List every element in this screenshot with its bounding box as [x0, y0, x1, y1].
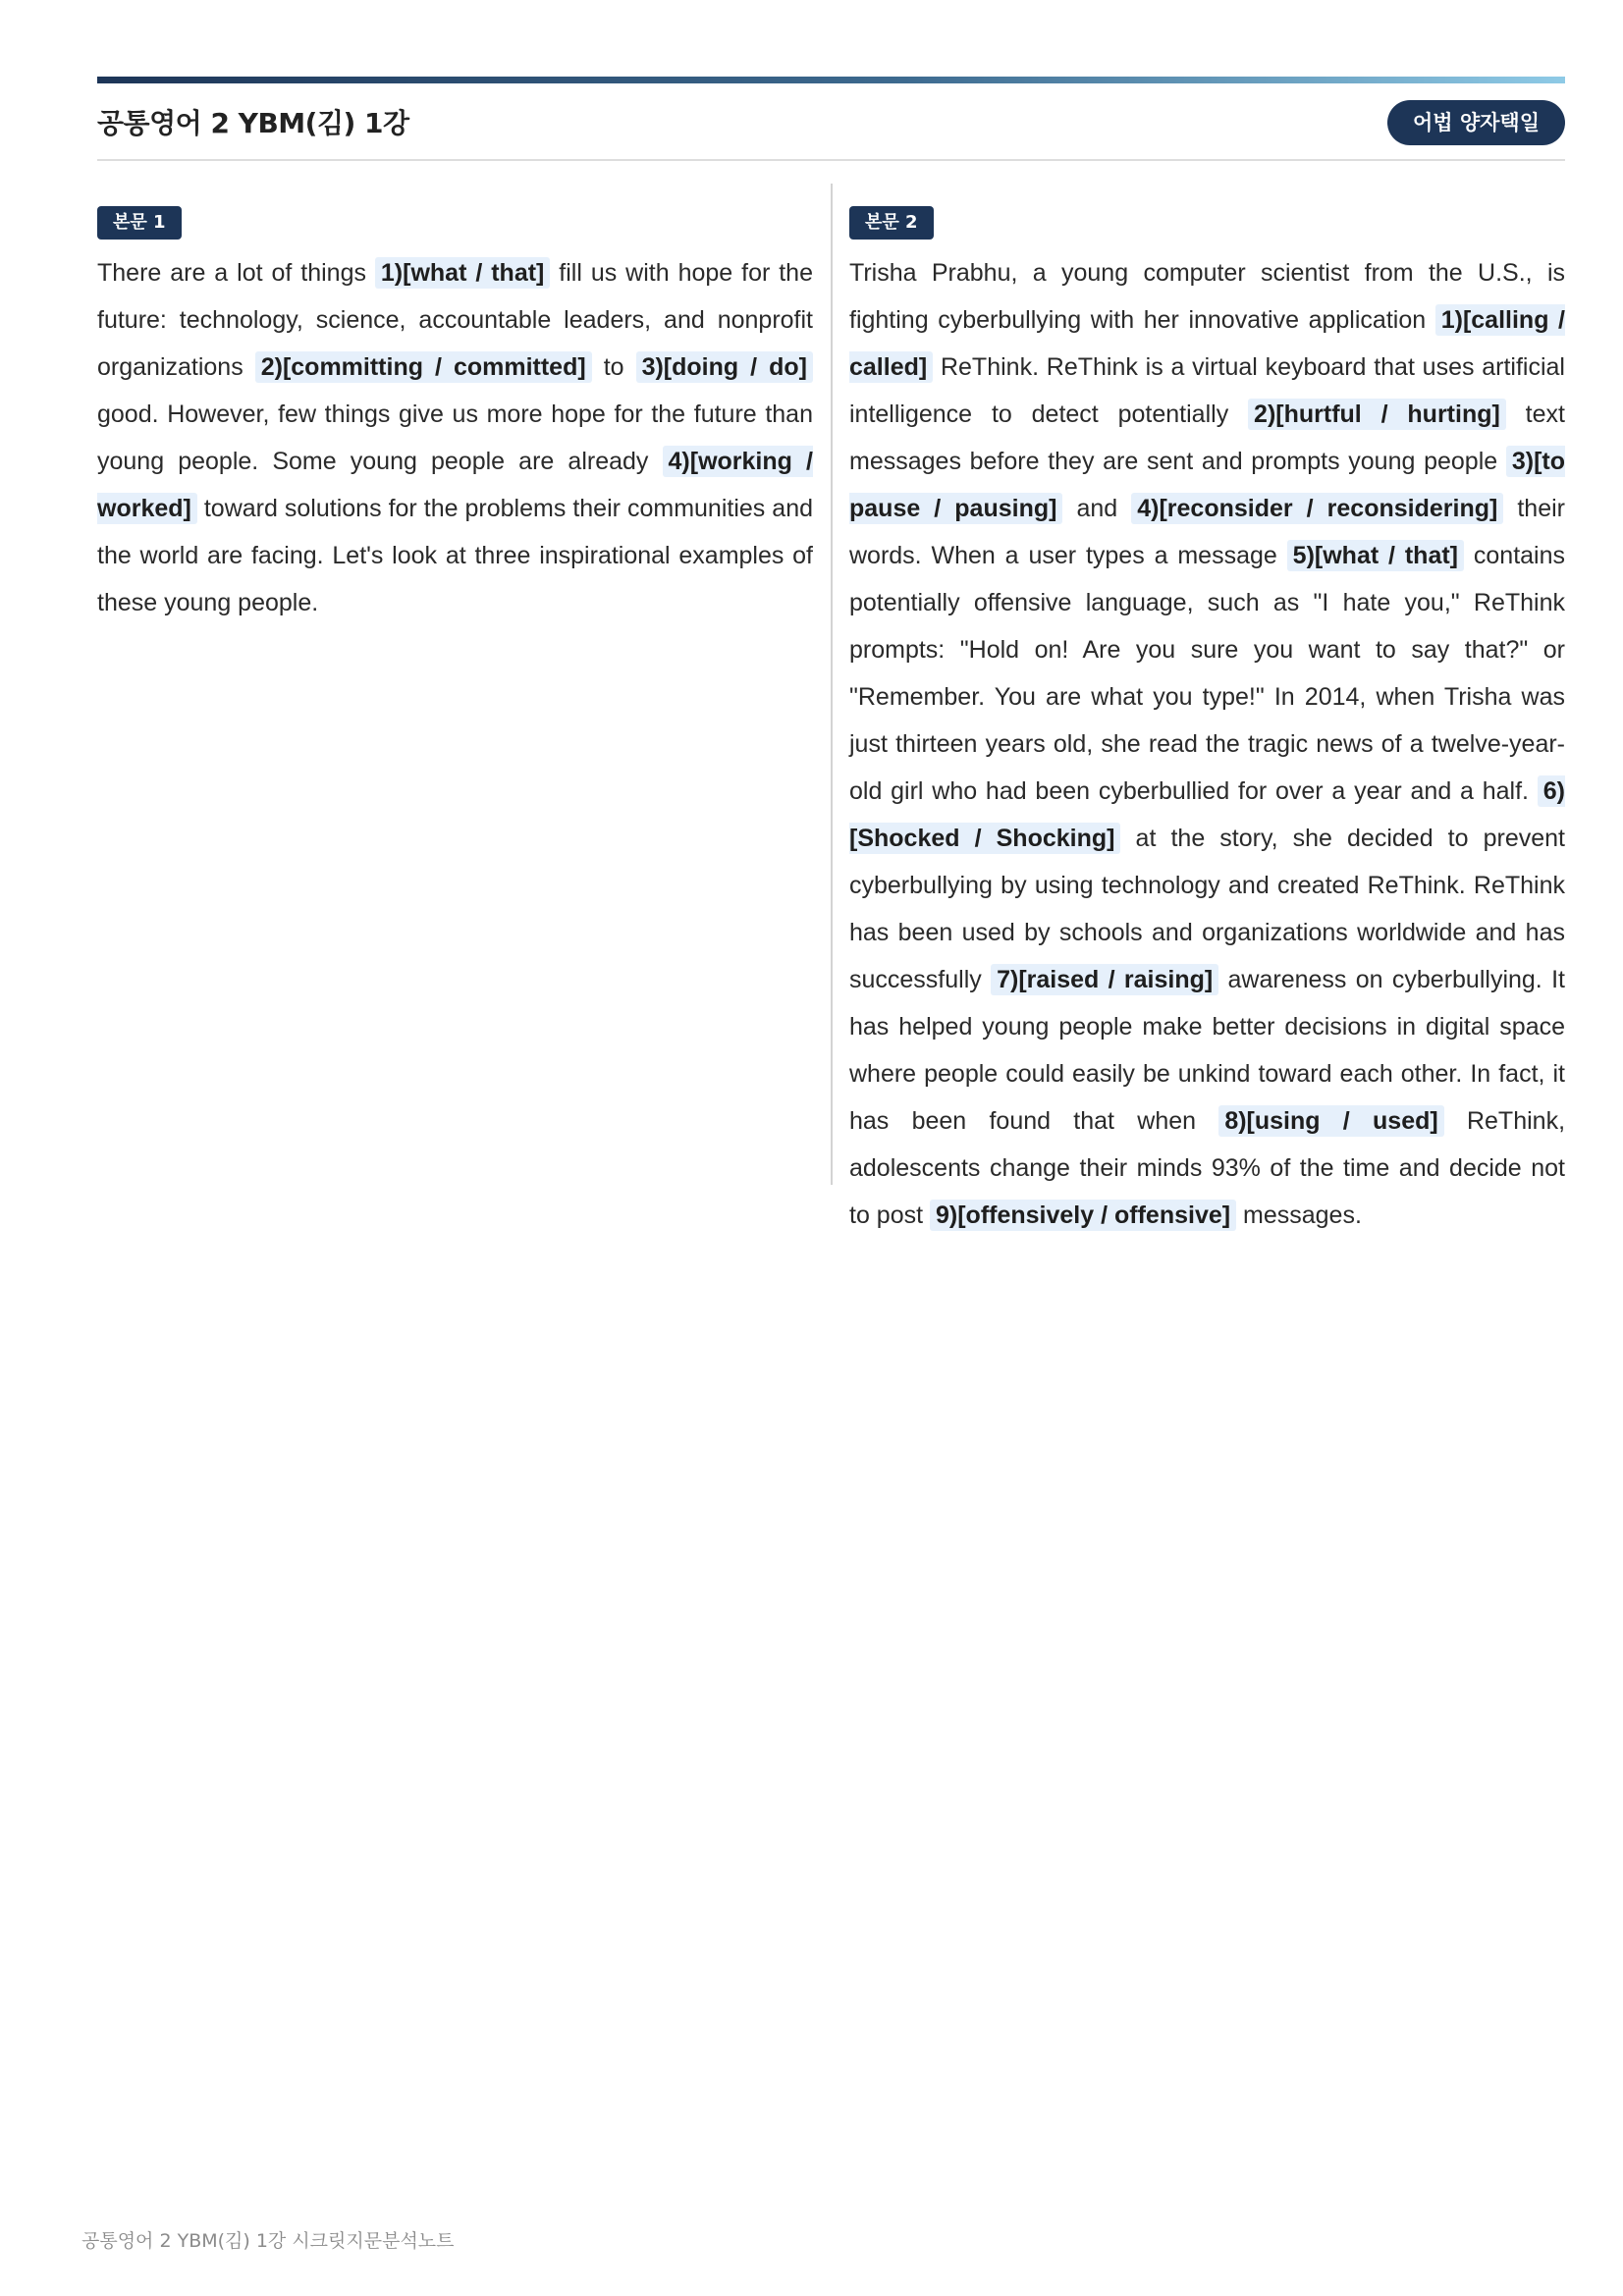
choice-blank: 1)[what / that]	[375, 257, 550, 289]
passage-1	[97, 196, 813, 626]
choice-blank: 2)[hurtful / hurting]	[1248, 399, 1506, 430]
column-divider	[831, 184, 833, 1185]
passage-text-run: toward solutions for the problems their communities and the world are facing. Let's look at three inspirational examples of these young people.	[97, 495, 813, 616]
passage-text-run: contains potentially offensive language, such as "I hate you," ReThink prompts: "Hold on! Are you sure you want to say that?" or "Remember. You are what you type!" In 2014, when Trisha was just thirteen years old, she read the tragic news of a twelve-year-old girl who had been cyberbullied for over a year and a half.	[849, 542, 1566, 805]
choice-blank: 5)[what / that]	[1287, 540, 1464, 571]
passage-text-run: good. However, few things give us more hope for the future than young people. Some young people are already	[97, 400, 813, 475]
passage-text-run: awareness on cyberbullying. It has helped young people make better decisions in digital space where people could easily be unkind toward each other. In fact, it has been found that when	[849, 966, 1565, 1135]
passage-text-run: fill us with hope for the future: technology, science, accountable leaders, and nonprofit organizations	[97, 259, 813, 381]
passage-text-run: Trisha Prabhu, a young computer scientist from the U.S., is fighting cyberbullying with her innovative application	[849, 259, 1565, 334]
passage-text-run: ReThink. ReThink is a virtual keyboard that uses artificial intelligence to detect potentially	[849, 353, 1565, 428]
category-badge: 어법 양자택일	[1387, 100, 1565, 145]
choice-blank: 7)[raised / raising]	[991, 964, 1218, 995]
passage-text-run: at the story, she decided to prevent cyberbullying by using technology and created ReThink. ReThink has been used by schools and organizations worldwide and has successfully	[849, 825, 1565, 993]
passage-text-run: and	[1062, 495, 1132, 522]
choice-blank: 4)[reconsider / reconsidering]	[1131, 493, 1503, 524]
choice-blank: 3)[to pause / pausing]	[849, 448, 1565, 522]
choice-blank: 1)[calling / called]	[849, 306, 1565, 381]
passage-2-label: 본문 2	[849, 206, 934, 240]
passage-1-text	[97, 249, 813, 626]
page-footer: 공통영어 2 YBM(김) 1강 시크릿지문분석노트	[81, 2230, 455, 2252]
passage-2	[849, 196, 1565, 1239]
choice-blank: 8)[using / used]	[1218, 1105, 1443, 1137]
choice-blank: 6)[Shocked / Shocking]	[849, 777, 1565, 852]
choice-blank: 3)[doing / do]	[636, 351, 813, 383]
passage-text-run: There are a lot of things	[97, 259, 375, 287]
passage-text-run: messages.	[1236, 1201, 1362, 1229]
passage-text-run: ReThink, adolescents change their minds 93% of the time and decide not to post	[849, 1107, 1566, 1229]
choice-blank: 4)[working / worked]	[97, 448, 813, 522]
top-accent-bar	[97, 77, 1565, 83]
choice-blank: 2)[committing / committed]	[255, 351, 592, 383]
passage-text-run: their words. When a user types a message	[849, 495, 1565, 569]
passage-2-text	[849, 249, 1565, 1239]
passage-text-run: text messages before they are sent and prompts young people	[849, 400, 1565, 475]
page-header	[97, 98, 1565, 161]
page-title: 공통영어 2 YBM(김) 1강	[97, 107, 409, 139]
passage-text-run: to	[591, 353, 636, 381]
choice-blank: 9)[offensively / offensive]	[930, 1200, 1236, 1231]
passage-1-label: 본문 1	[97, 206, 182, 240]
